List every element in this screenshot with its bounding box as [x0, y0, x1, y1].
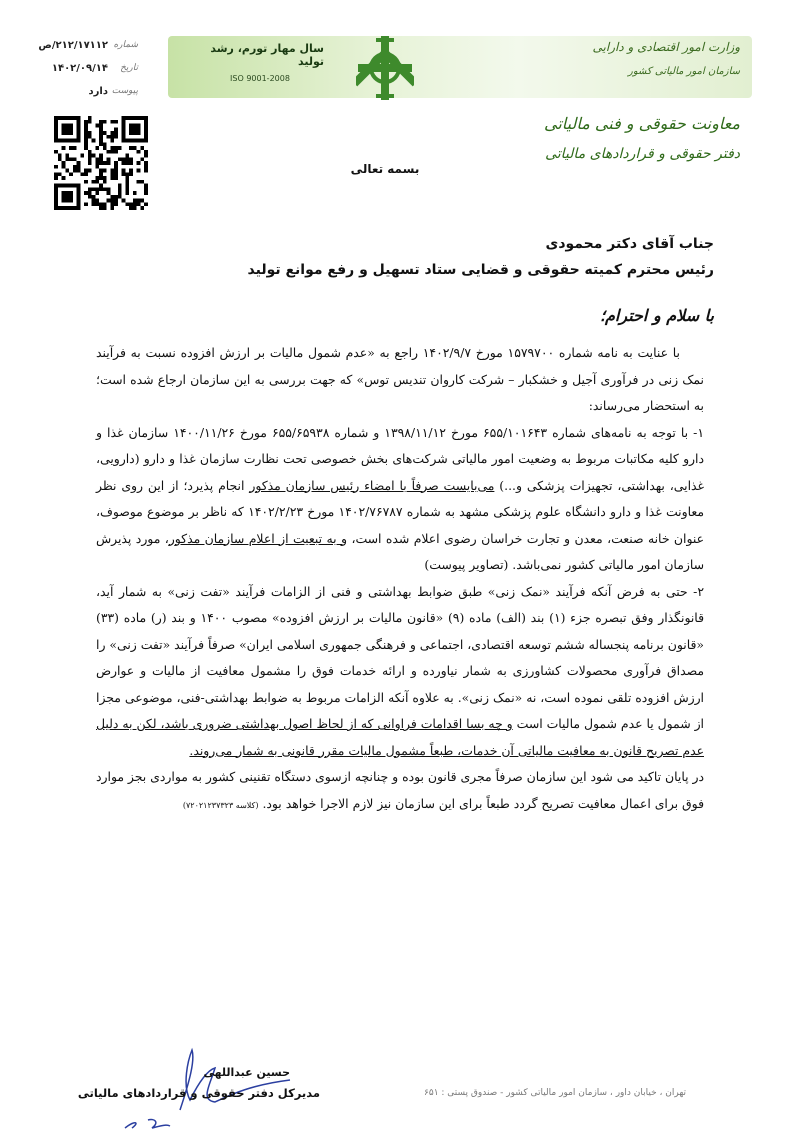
case-number: (کلاسه ۷۲۰۲۱۲۳۷۳۲۳)	[182, 800, 259, 810]
item-1-text-c: ، مورد پذیرش سازمان امور مالیاتی کشور نمی‌باشد. (تصاویر پیوست)	[96, 530, 704, 572]
organization-name: سازمان امور مالیاتی کشور	[628, 66, 740, 77]
deputy-name: معاونت حقوقی و فنی مالیاتی	[544, 114, 740, 133]
office-name: دفتر حقوقی و قراردادهای مالیاتی	[545, 146, 740, 162]
signer-title: مدیرکل دفتر حقوقی و قراردادهای مالیاتی	[77, 1086, 320, 1100]
addressee-title: رئیس محترم کمیته حقوقی و قضایی ستاد تسهیل و رفع موانع تولید	[247, 262, 714, 278]
paragraph-closing	[96, 764, 704, 819]
letter-body	[96, 340, 704, 819]
addressee-name: جناب آقای دکتر محمودی	[545, 236, 714, 252]
item-1-text-a: ۱- با توجه به نامه‌های شماره ۶۵۵/۱۰۱۶۴۳ مورخ ۱۳۹۸/۱۱/۱۲ و شماره ۶۵۵/۶۵۹۳۸ مورخ ۱۴۰۰/۱۱/۲۶ سازمان غذا و دارو کلیه مکاتبات مربوط به وضعیت امور مالیاتی شرکت‌های بخش خصوصی تحت نظارت سازمان غذا و دارو (دارویی، غذایی، بهداشتی، تجهیزات پزشکی و...)	[96, 424, 704, 493]
letter-date: ۱۴۰۲/۰۹/۱۴	[51, 63, 108, 74]
iso-certificate: ISO 9001-2008	[230, 74, 290, 83]
qr-code-icon	[54, 116, 148, 210]
attachment-label: پیوست	[111, 86, 138, 96]
item-1-underlined-b: و به تبعیت از اعلام سازمان مذکور	[168, 530, 347, 546]
handwritten-signature-icon	[120, 1040, 320, 1130]
bismillah: بسمه تعالی	[350, 162, 420, 176]
year-slogan: سال مهار تورم، رشد تولید	[210, 42, 324, 68]
number-label: شماره	[113, 40, 138, 50]
signer-name: حسین عبداللهی	[203, 1066, 290, 1079]
closing-text: در پایان تاکید می شود این سازمان صرفاً مجری قانون بوده و چنانچه ازسوی دستگاه تقنینی کشور به مواردی بجز موارد فوق برای اعمال معافیت تصریح گردد طبعاً برای این سازمان نیز لازم الاجرا خواهد بود.	[96, 769, 704, 811]
date-label: تاریخ	[120, 63, 138, 73]
letter-number: ۲۱۲/۱۷۱۱۲/ص	[38, 40, 108, 51]
footer-address: تهران ، خیابان داور ، سازمان امور مالیاتی کشور - صندوق پستی : ۶۵۱	[424, 1088, 686, 1098]
paragraph-intro-text: با عنایت به نامه شماره ۱۵۷۹۷۰۰ مورخ ۱۴۰۲/۹/۷ راجع به «عدم شمول مالیات بر ارزش افزوده نسبت به فرآیند نمک زنی در فرآوری آجیل و خشکبار – شرکت کاروان تندیس توس» که جهت بررسی به این سازمان ارجاع شده است؛ به استحضار می‌رساند:	[96, 345, 704, 413]
item-2-text: ۲- حتی به فرض آنکه فرآیند «نمک زنی» طبق ضوابط بهداشتی و فنی از الزامات فرآیند «تفت زنی» به شمار آید، قانونگذار وفق تبصره جزء (۱) بند (الف) ماده (۹) «قانون مالیات بر ارزش افزوده» مصوب ۱۴۰۰ و بند (ر) ماده (۳۳) «قانون برنامه پنجساله ششم توسعه اقتصادی، اجتماعی و فرهنگی جمهوری اسلامی ایران» صرفاً فرآیند «تفت زنی» را مصداق فرآوری محصولات کشاورزی به شمار نیاورده و ارائه خدمات فوق را مشمول معافیت از مالیات و عوارض ارزش افزوده تلقی نموده است، نه «نمک زنی». به علاوه آنکه الزامات مربوط به ضوابط بهداشتی-فنی، موضوعی مجزا از شمول یا عدم شمول مالیات است	[96, 583, 705, 731]
ministry-name: وزارت امور اقتصادی و دارایی	[592, 40, 740, 54]
greeting: با سلام و احترام؛	[599, 306, 714, 325]
paragraph-intro	[96, 340, 704, 420]
attachment-value: دارد	[88, 86, 108, 97]
letter-number-row	[38, 40, 138, 56]
item-1-underlined-a: می‌بایست صرفاً با امضاء رئیس سازمان مذکور	[249, 477, 495, 493]
item-1-text-b: انجام پذیرد؛ از این روی نظر معاونت غذا و دارو دانشگاه علوم پزشکی مشهد به شماره ۱۴۰۲/۷۶۷۸۷ مورخ ۱۴۰۲/۲/۲۳ که ناظر بر موضوع موصوف، عنوان خانه صنعت، معدن و تجارت خراسان رضوی اعلام شده است،	[96, 477, 704, 546]
item-2-underlined: و چه بسا اقدامات فراوانی که از لحاظ اصول بهداشتی ضروری باشد، لکن به دلیل عدم تصریح قانون به معافیت مالیاتی آن خدمات، طبعاً مشمول مالیات مقرر قانونی به شمار می‌روند.	[96, 716, 704, 758]
paragraph-item-1	[96, 420, 704, 579]
attachment-row	[38, 86, 138, 102]
paragraph-item-2	[96, 579, 704, 765]
letter-date-row	[38, 63, 138, 79]
tax-organization-logo	[356, 34, 414, 102]
